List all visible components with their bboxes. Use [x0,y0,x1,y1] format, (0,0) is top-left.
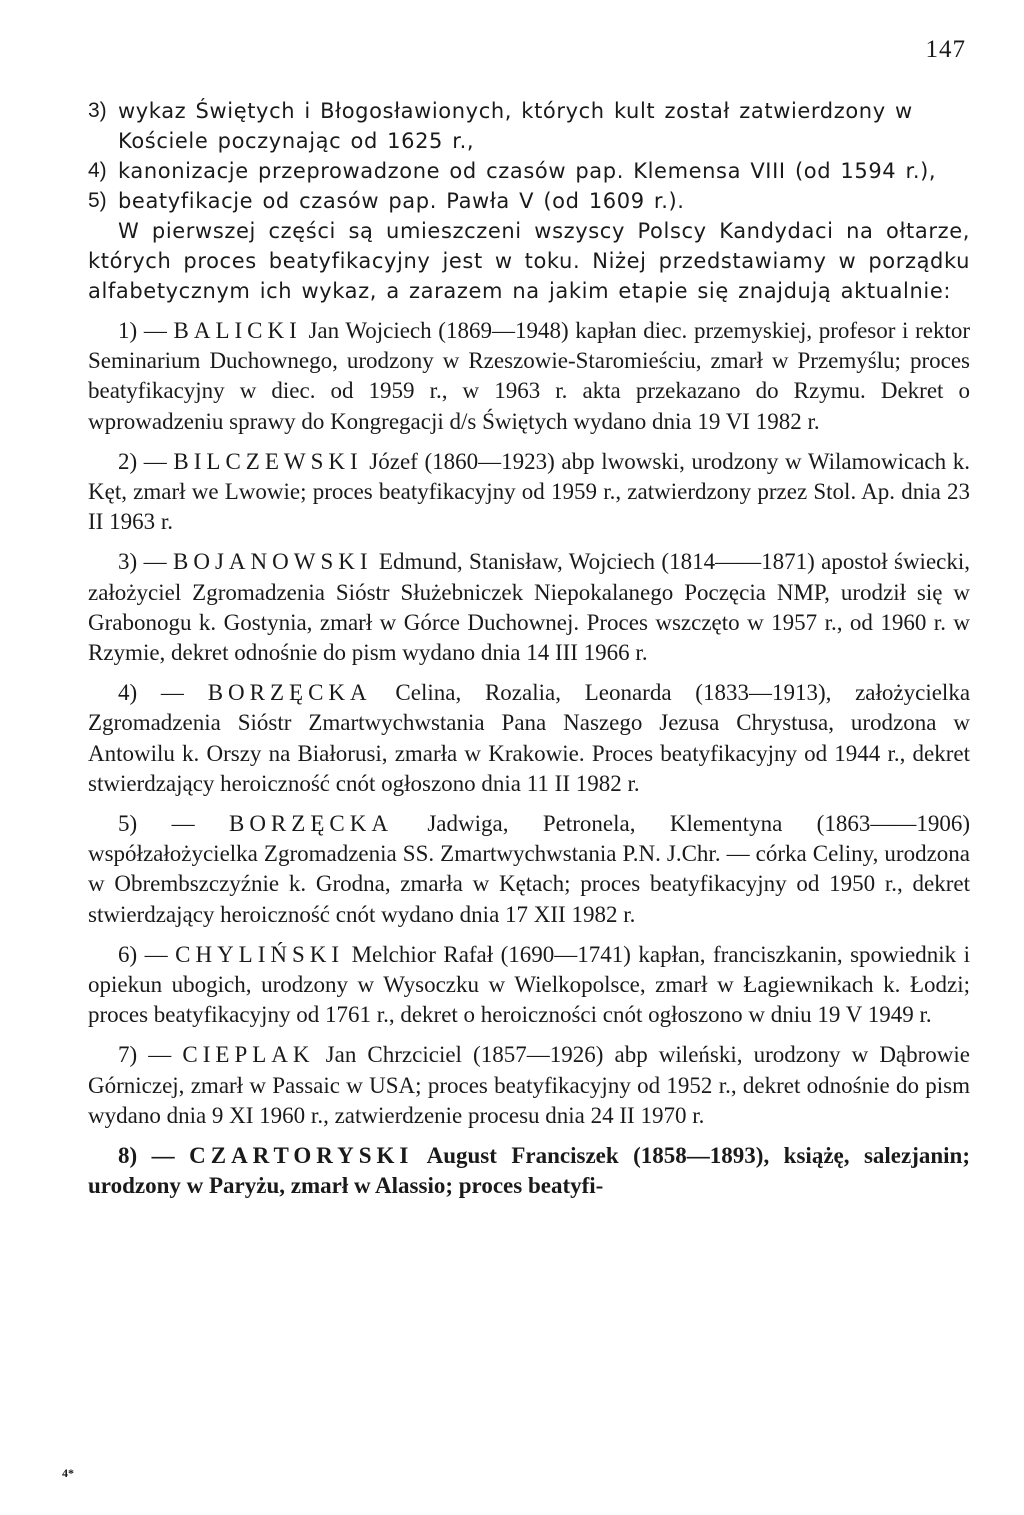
entry-number: 4) — [118,680,184,706]
entry-number: 2) — [118,448,167,474]
entry-text: Józef (1860—1923) abp lwowski, urodzony w Wilamowicach k. Kęt, zmarł we Lwowie; proces beatyfikacyjny od 1959 r., zatwierdzony przez Stol. Ap. dnia 23 II 1963 r. [88,448,970,535]
candidate-entry [88,1141,970,1201]
entry-surname: BORZĘCKA [207,680,372,706]
page-text [88,96,970,1201]
entry-text: Jadwiga, Petronela, Klementyna (1863——1906) współzałożycielka Zgromadzenia SS. Zmartwychwstania P.N. J.Chr. — córka Celiny, urodzona w Obrembszczyźnie k. Grodna, zmarła w Kętach; proces beatyfikacyjny od 1950 r., dekret stwierdzający heroiczność cnót wydano dnia 17 XII 1982 r. [88,811,971,927]
entry-text: Melchior Rafał (1690—1741) kapłan, franciszkanin, spowiednik i opiekun ubogich, urodzony w Wysoczku w Wielkopolsce, zmarł w Łagiewnikach k. Łodzi; proces beatyfikacyjny od 1761 r., dekret o heroiczności cnót ogłoszono w dniu 19 V 1949 r. [88,941,970,1028]
candidate-entry [88,1040,970,1131]
entry-surname: CHYLIŃSKI [175,941,345,967]
intro-list-item [88,186,970,216]
page-number: 147 [925,36,966,63]
intro-item-number: 3) [88,99,107,122]
entry-number: 5) — [118,811,195,837]
candidate-entry [88,678,970,799]
entry-text: Celina, Rozalia, Leonarda (1833—1913), założycielka Zgromadzenia Sióstr Zmartwychwstania Pana Naszego Jezusa Chrystusa, urodzona w Antowilu k. Orszy na Białorusi, zmarła w Krakowie. Proces beatyfikacyjny od 1944 r., dekret stwierdzający heroiczność cnót ogłoszono dnia 11 II 1982 r. [88,680,971,796]
entry-number: 3) — [118,549,167,575]
intro-item-text: wykaz Świętych i Błogosławionych, których kult został zatwierdzony w Kościele poczynając od 1625 r., [118,99,913,153]
intro-list-item [88,96,970,156]
intro-item-text: kanonizacje przeprowadzone od czasów pap. Klemensa VIII (od 1594 r.), [118,159,937,183]
entry-surname: BOJANOWSKI [173,549,373,575]
entry-surname: CIEPLAK [182,1042,315,1068]
intro-item-text: beatyfikacje od czasów pap. Pawła V (od 1609 r.). [118,189,685,213]
entry-text: August Franciszek (1858—1893), książę, salezjanin; urodzony w Paryżu, zmarł w Alassio; proces beatyfi- [88,1143,971,1199]
candidate-entry [88,447,970,538]
entry-text: Jan Wojciech (1869—1948) kapłan diec. przemyskiej, profesor i rektor Seminarium Duchownego, urodzony w Rzeszowie-Staromieściu, zmarł w Przemyślu; proces beatyfikacyjny w diec. od 1959 r., w 1963 r. akta przekazano do Rzymu. Dekret o wprowadzeniu sprawy do Kongregacji d/s Świętych wydano dnia 19 VI 1982 r. [88,318,971,434]
entry-surname: BILCZEWSKI [173,448,363,474]
intro-item-number: 5) [88,189,107,212]
entry-surname: BORZĘCKA [228,811,393,837]
entry-number: 1) — [118,318,167,343]
intro-item-number: 4) [88,159,107,182]
entry-number: 6) — [118,941,168,967]
entry-text: Jan Chrzciciel (1857—1926) abp wileński, urodzony w Dąbrowie Górniczej, zmarł w Passaic w USA; proces beatyfikacyjny od 1952 r., dekret odnośnie do pism wydano dnia 9 XI 1960 r., zatwierdzenie procesu dnia 24 II 1970 r. [88,1042,971,1128]
entry-surname: BALICKI [173,318,302,343]
intro-paragraph: W pierwszej części są umieszczeni wszyscy Polscy Kandydaci na ołtarze, których proces beatyfikacyjny jest w toku. Niżej przedstawiamy w porządku alfabetycznym ich wykaz, a zarazem na jakim etapie się znajdują aktualnie: [88,219,970,303]
intro-list-item [88,156,970,186]
entry-number: 7) — [118,1042,172,1068]
signature-mark: 4* [62,1466,74,1480]
entry-surname: CZARTORYSKI [189,1143,414,1169]
candidate-entry [88,316,970,437]
candidate-entry [88,809,970,930]
entry-text: Edmund, Stanisław, Wojciech (1814——1871) apostoł świecki, założyciel Zgromadzenia Sióstr Służebniczek Niepokalanego Poczęcia NMP, urodził się w Grabonogu k. Gostynia, zmarł w Górce Duchownej. Proces wszczęto w 1957 r., od 1960 r. w Rzymie, dekret odnośnie do pism wydano dnia 14 III 1966 r. [88,549,970,666]
entry-number: 8) — [118,1143,175,1169]
candidate-entry [88,940,970,1031]
candidate-entry [88,547,970,668]
